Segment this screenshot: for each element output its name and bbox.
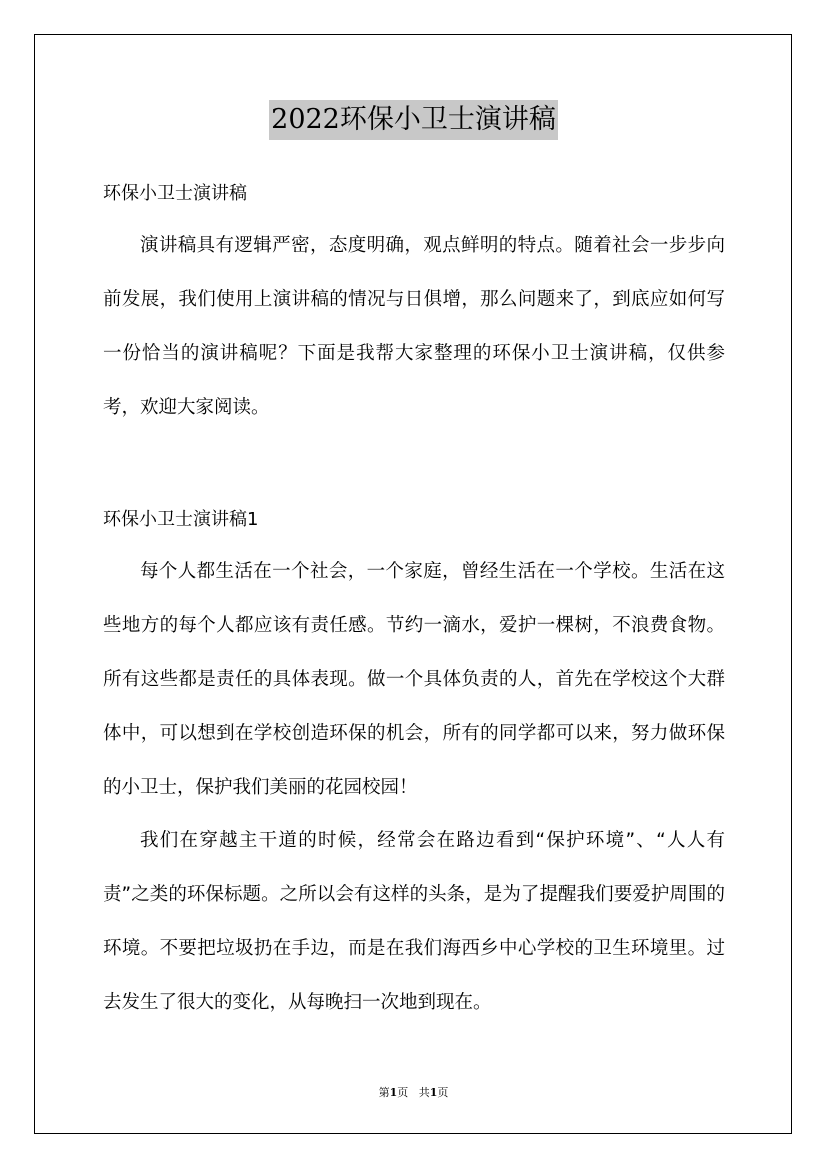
intro-paragraph: 演讲稿具有逻辑严密，态度明确，观点鲜明的特点。随着社会一步步向前发展，我们使用上演讲稿的情况与日俱增，那么问题来了，到底应如何写一份恰当的演讲稿呢？下面是我帮大家整理的环保小卫士演讲稿，仅供参考，欢迎大家阅读。 [103, 235, 725, 418]
title-wrap [0, 100, 827, 140]
document-title: 2022环保小卫士演讲稿 [269, 100, 558, 140]
footer-total-number: 1 [429, 1086, 438, 1099]
footer-page-prefix: 第 [378, 1086, 390, 1099]
section1-paragraph-1: 每个人都生活在一个社会，一个家庭，曾经生活在一个学校。生活在这些地方的每个人都应该有责任感。节约一滴水，爱护一棵树，不浪费食物。所有这些都是责任的具体表现。做一个具体负责的人，首先在学校这个大群体中，可以想到在学校创造环保的机会，所有的同学都可以来，努力做环保的小卫士，保护我们美丽的花园校园！ [103, 561, 725, 798]
page-footer [0, 1084, 827, 1100]
section1-paragraph-2: 我们在穿越主干道的时候，经常会在路边看到“保护环境”、“人人有责”之类的环保标题。之所以会有这样的头条，是为了提醒我们要爱护周围的环境。不要把垃圾扔在手边，而是在我们海西乡中心学校的卫生环境里。过去发生了很大的变化，从每晚扫一次地到现在。 [103, 830, 725, 1013]
section1-heading: 环保小卫士演讲稿1 [103, 509, 259, 530]
footer-page-suffix: 页 [397, 1086, 409, 1099]
intro-heading: 环保小卫士演讲稿 [103, 183, 247, 204]
footer-total-suffix: 页 [437, 1086, 449, 1099]
footer-page-number: 1 [389, 1086, 398, 1099]
footer-total-prefix: 共 [418, 1086, 430, 1099]
